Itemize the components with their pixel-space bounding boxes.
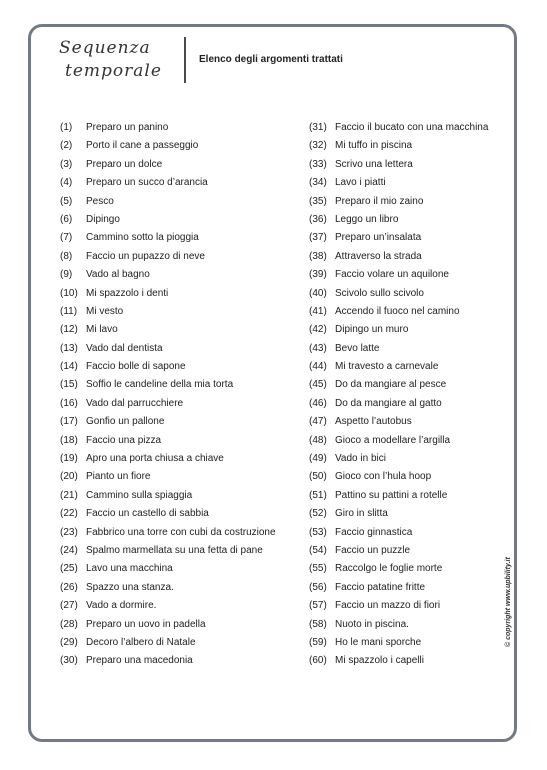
- item-number: (60): [309, 655, 327, 667]
- item-number: (2): [60, 140, 73, 152]
- item-text: Faccio ginnastica: [335, 526, 413, 538]
- item-text: Cammino sotto la pioggia: [86, 232, 199, 244]
- item-text: Dipingo un muro: [335, 324, 409, 336]
- item-number: (37): [309, 232, 327, 244]
- item-number: (19): [60, 453, 78, 465]
- list-item: [309, 193, 509, 211]
- item-number: (16): [60, 397, 78, 409]
- item-text: Aspetto l’autobus: [335, 416, 412, 428]
- item-number: (42): [309, 324, 327, 336]
- list-item: [309, 450, 509, 468]
- item-number: (3): [60, 158, 73, 170]
- item-text: Scrivo una lettera: [335, 158, 413, 170]
- item-text: Nuoto in piscina.: [335, 618, 409, 630]
- list-item: [60, 450, 290, 468]
- item-number: (32): [309, 140, 327, 152]
- item-number: (14): [60, 361, 78, 373]
- list-item: [309, 248, 509, 266]
- item-number: (1): [60, 122, 73, 133]
- item-text: Faccio un puzzle: [335, 544, 411, 556]
- item-number: (46): [309, 397, 327, 409]
- item-text: Mi lavo: [86, 324, 118, 336]
- item-number: (34): [309, 177, 327, 189]
- item-number: (25): [60, 563, 78, 575]
- list-item: [309, 174, 509, 192]
- item-text: Faccio bolle di sapone: [86, 361, 186, 373]
- item-text: Preparo un panino: [86, 122, 169, 133]
- list-item: [60, 524, 290, 542]
- header-title-block: [59, 37, 209, 101]
- list-item: [60, 413, 290, 431]
- item-text: Vado a dormire.: [86, 600, 157, 612]
- list-item: [60, 505, 290, 523]
- list-item: [60, 395, 290, 413]
- item-number: (22): [60, 508, 78, 520]
- item-text: Apro una porta chiusa a chiave: [86, 453, 224, 465]
- item-text: Leggo un libro: [335, 213, 399, 225]
- list-item: [309, 266, 509, 284]
- item-number: (17): [60, 416, 78, 428]
- list-item: [309, 505, 509, 523]
- item-text: Faccio un pupazzo di neve: [86, 250, 205, 262]
- item-text: Spalmo marmellata su una fetta di pane: [86, 544, 263, 556]
- item-number: (29): [60, 636, 78, 648]
- item-number: (7): [60, 232, 73, 244]
- list-item: [309, 579, 509, 597]
- item-number: (10): [60, 287, 78, 299]
- item-number: (9): [60, 269, 73, 281]
- page-subtitle: Elenco degli argomenti trattati: [199, 54, 343, 65]
- item-number: (59): [309, 636, 327, 648]
- list-item: [309, 542, 509, 560]
- item-number: (53): [309, 526, 327, 538]
- list-item: [60, 597, 290, 615]
- list-item: [60, 432, 290, 450]
- item-number: (57): [309, 600, 327, 612]
- list-item: [60, 616, 290, 634]
- item-text: Faccio un mazzo di fiori: [335, 600, 441, 612]
- page-frame: [28, 24, 517, 742]
- item-text: Mi spazzolo i capelli: [335, 655, 424, 667]
- item-text: Lavo i piatti: [335, 177, 386, 189]
- item-number: (8): [60, 250, 73, 262]
- item-text: Faccio patatine fritte: [335, 581, 426, 593]
- list-item: [309, 634, 509, 652]
- item-number: (11): [60, 305, 78, 317]
- list-item: [60, 321, 290, 339]
- item-text: Ho le mani sporche: [335, 636, 422, 648]
- list-item: [309, 340, 509, 358]
- item-number: (30): [60, 655, 78, 667]
- item-number: (50): [309, 471, 327, 483]
- item-number: (58): [309, 618, 327, 630]
- item-text: Dipingo: [86, 213, 120, 225]
- list-item: [60, 560, 290, 578]
- item-text: Mi travesto a carnevale: [335, 361, 439, 373]
- list-item: [309, 376, 509, 394]
- topic-list-left: [60, 119, 290, 671]
- item-text: Pattino su pattini a rotelle: [335, 489, 448, 501]
- list-item: [60, 193, 290, 211]
- list-item: [309, 229, 509, 247]
- item-number: (20): [60, 471, 78, 483]
- item-text: Vado dal parrucchiere: [86, 397, 184, 409]
- list-item: [60, 358, 290, 376]
- copyright-note: © copyright www.upbility.it: [505, 557, 512, 647]
- list-item: [60, 119, 290, 137]
- list-item: [309, 211, 509, 229]
- item-number: (44): [309, 361, 327, 373]
- item-text: Giro in slitta: [335, 508, 388, 520]
- item-number: (26): [60, 581, 78, 593]
- page-title-line-1: Sequenza: [59, 38, 151, 58]
- list-item: [60, 303, 290, 321]
- item-text: Preparo una macedonia: [86, 655, 193, 667]
- list-item: [60, 285, 290, 303]
- page-title-line-2: temporale: [65, 61, 162, 81]
- item-number: (5): [60, 195, 73, 207]
- list-item: [309, 303, 509, 321]
- list-item: [60, 468, 290, 486]
- list-item: [309, 597, 509, 615]
- list-item: [60, 487, 290, 505]
- list-item: [60, 376, 290, 394]
- item-text: Do da mangiare al pesce: [335, 379, 447, 391]
- item-number: (41): [309, 305, 327, 317]
- list-item: [309, 524, 509, 542]
- item-text: Faccio un castello di sabbia: [86, 508, 209, 520]
- list-item: [309, 137, 509, 155]
- list-item: [309, 487, 509, 505]
- list-item: [60, 248, 290, 266]
- item-text: Do da mangiare al gatto: [335, 397, 442, 409]
- item-text: Vado in bici: [335, 453, 386, 465]
- item-number: (55): [309, 563, 327, 575]
- item-text: Soffio le candeline della mia torta: [86, 379, 234, 391]
- topic-list-right: [309, 119, 509, 671]
- item-number: (35): [309, 195, 327, 207]
- list-item: [309, 616, 509, 634]
- item-text: Fabbrico una torre con cubi da costruzione: [86, 526, 276, 538]
- item-number: (47): [309, 416, 327, 428]
- item-number: (48): [309, 434, 327, 446]
- item-text: Gioco a modellare l’argilla: [335, 434, 451, 446]
- item-number: (15): [60, 379, 78, 391]
- item-text: Gonfio un pallone: [86, 416, 165, 428]
- list-item: [309, 285, 509, 303]
- item-number: (27): [60, 600, 78, 612]
- item-number: (38): [309, 250, 327, 262]
- item-text: Vado dal dentista: [86, 342, 163, 354]
- list-item: [60, 266, 290, 284]
- item-text: Preparo un succo d’arancia: [86, 177, 208, 189]
- item-number: (21): [60, 489, 78, 501]
- item-number: (4): [60, 177, 73, 189]
- list-item: [309, 560, 509, 578]
- item-number: (54): [309, 544, 327, 556]
- item-number: (18): [60, 434, 78, 446]
- item-number: (43): [309, 342, 327, 354]
- item-text: Preparo un uovo in padella: [86, 618, 206, 630]
- item-number: (56): [309, 581, 327, 593]
- item-text: Faccio il bucato con una macchina: [335, 122, 489, 133]
- item-number: (28): [60, 618, 78, 630]
- list-item: [60, 174, 290, 192]
- list-item: [60, 652, 290, 670]
- item-number: (36): [309, 213, 327, 225]
- list-item: [309, 652, 509, 670]
- item-text: Mi spazzolo i denti: [86, 287, 169, 299]
- list-item: [60, 156, 290, 174]
- item-text: Pesco: [86, 195, 114, 207]
- item-text: Cammino sulla spiaggia: [86, 489, 193, 501]
- item-text: Faccio una pizza: [86, 434, 162, 446]
- item-text: Gioco con l’hula hoop: [335, 471, 432, 483]
- list-item: [309, 358, 509, 376]
- item-number: (39): [309, 269, 327, 281]
- item-number: (49): [309, 453, 327, 465]
- item-text: Mi tuffo in piscina: [335, 140, 413, 152]
- item-number: (45): [309, 379, 327, 391]
- item-number: (52): [309, 508, 327, 520]
- list-item: [60, 634, 290, 652]
- item-text: Accendo il fuoco nel camino: [335, 305, 460, 317]
- item-text: Vado al bagno: [86, 269, 150, 281]
- list-item: [60, 211, 290, 229]
- item-text: Preparo un dolce: [86, 158, 163, 170]
- header-divider: [184, 37, 186, 83]
- list-item: [60, 542, 290, 560]
- item-text: Preparo il mio zaino: [335, 195, 424, 207]
- list-item: [309, 432, 509, 450]
- item-number: (40): [309, 287, 327, 299]
- item-number: (13): [60, 342, 78, 354]
- list-item: [60, 340, 290, 358]
- item-text: Bevo latte: [335, 342, 380, 354]
- item-text: Lavo una macchina: [86, 563, 173, 575]
- item-number: (6): [60, 213, 73, 225]
- item-number: (51): [309, 489, 327, 501]
- item-text: Mi vesto: [86, 305, 124, 317]
- item-text: Raccolgo le foglie morte: [335, 563, 443, 575]
- item-number: (23): [60, 526, 78, 538]
- item-text: Preparo un’insalata: [335, 232, 422, 244]
- item-text: Spazzo una stanza.: [86, 581, 174, 593]
- list-item: [309, 156, 509, 174]
- list-item: [60, 137, 290, 155]
- list-item: [309, 413, 509, 431]
- item-text: Attraverso la strada: [335, 250, 422, 262]
- item-number: (24): [60, 544, 78, 556]
- item-text: Scivolo sullo scivolo: [335, 287, 424, 299]
- item-number: (31): [309, 122, 327, 133]
- list-item: [309, 395, 509, 413]
- list-item: [309, 468, 509, 486]
- list-item: [60, 229, 290, 247]
- list-item: [309, 321, 509, 339]
- item-text: Pianto un fiore: [86, 471, 151, 483]
- item-number: (33): [309, 158, 327, 170]
- list-item: [60, 579, 290, 597]
- item-text: Decoro l’albero di Natale: [86, 636, 196, 648]
- list-item: [309, 119, 509, 137]
- item-text: Porto il cane a passeggio: [86, 140, 199, 152]
- item-number: (12): [60, 324, 78, 336]
- item-text: Faccio volare un aquilone: [335, 269, 449, 281]
